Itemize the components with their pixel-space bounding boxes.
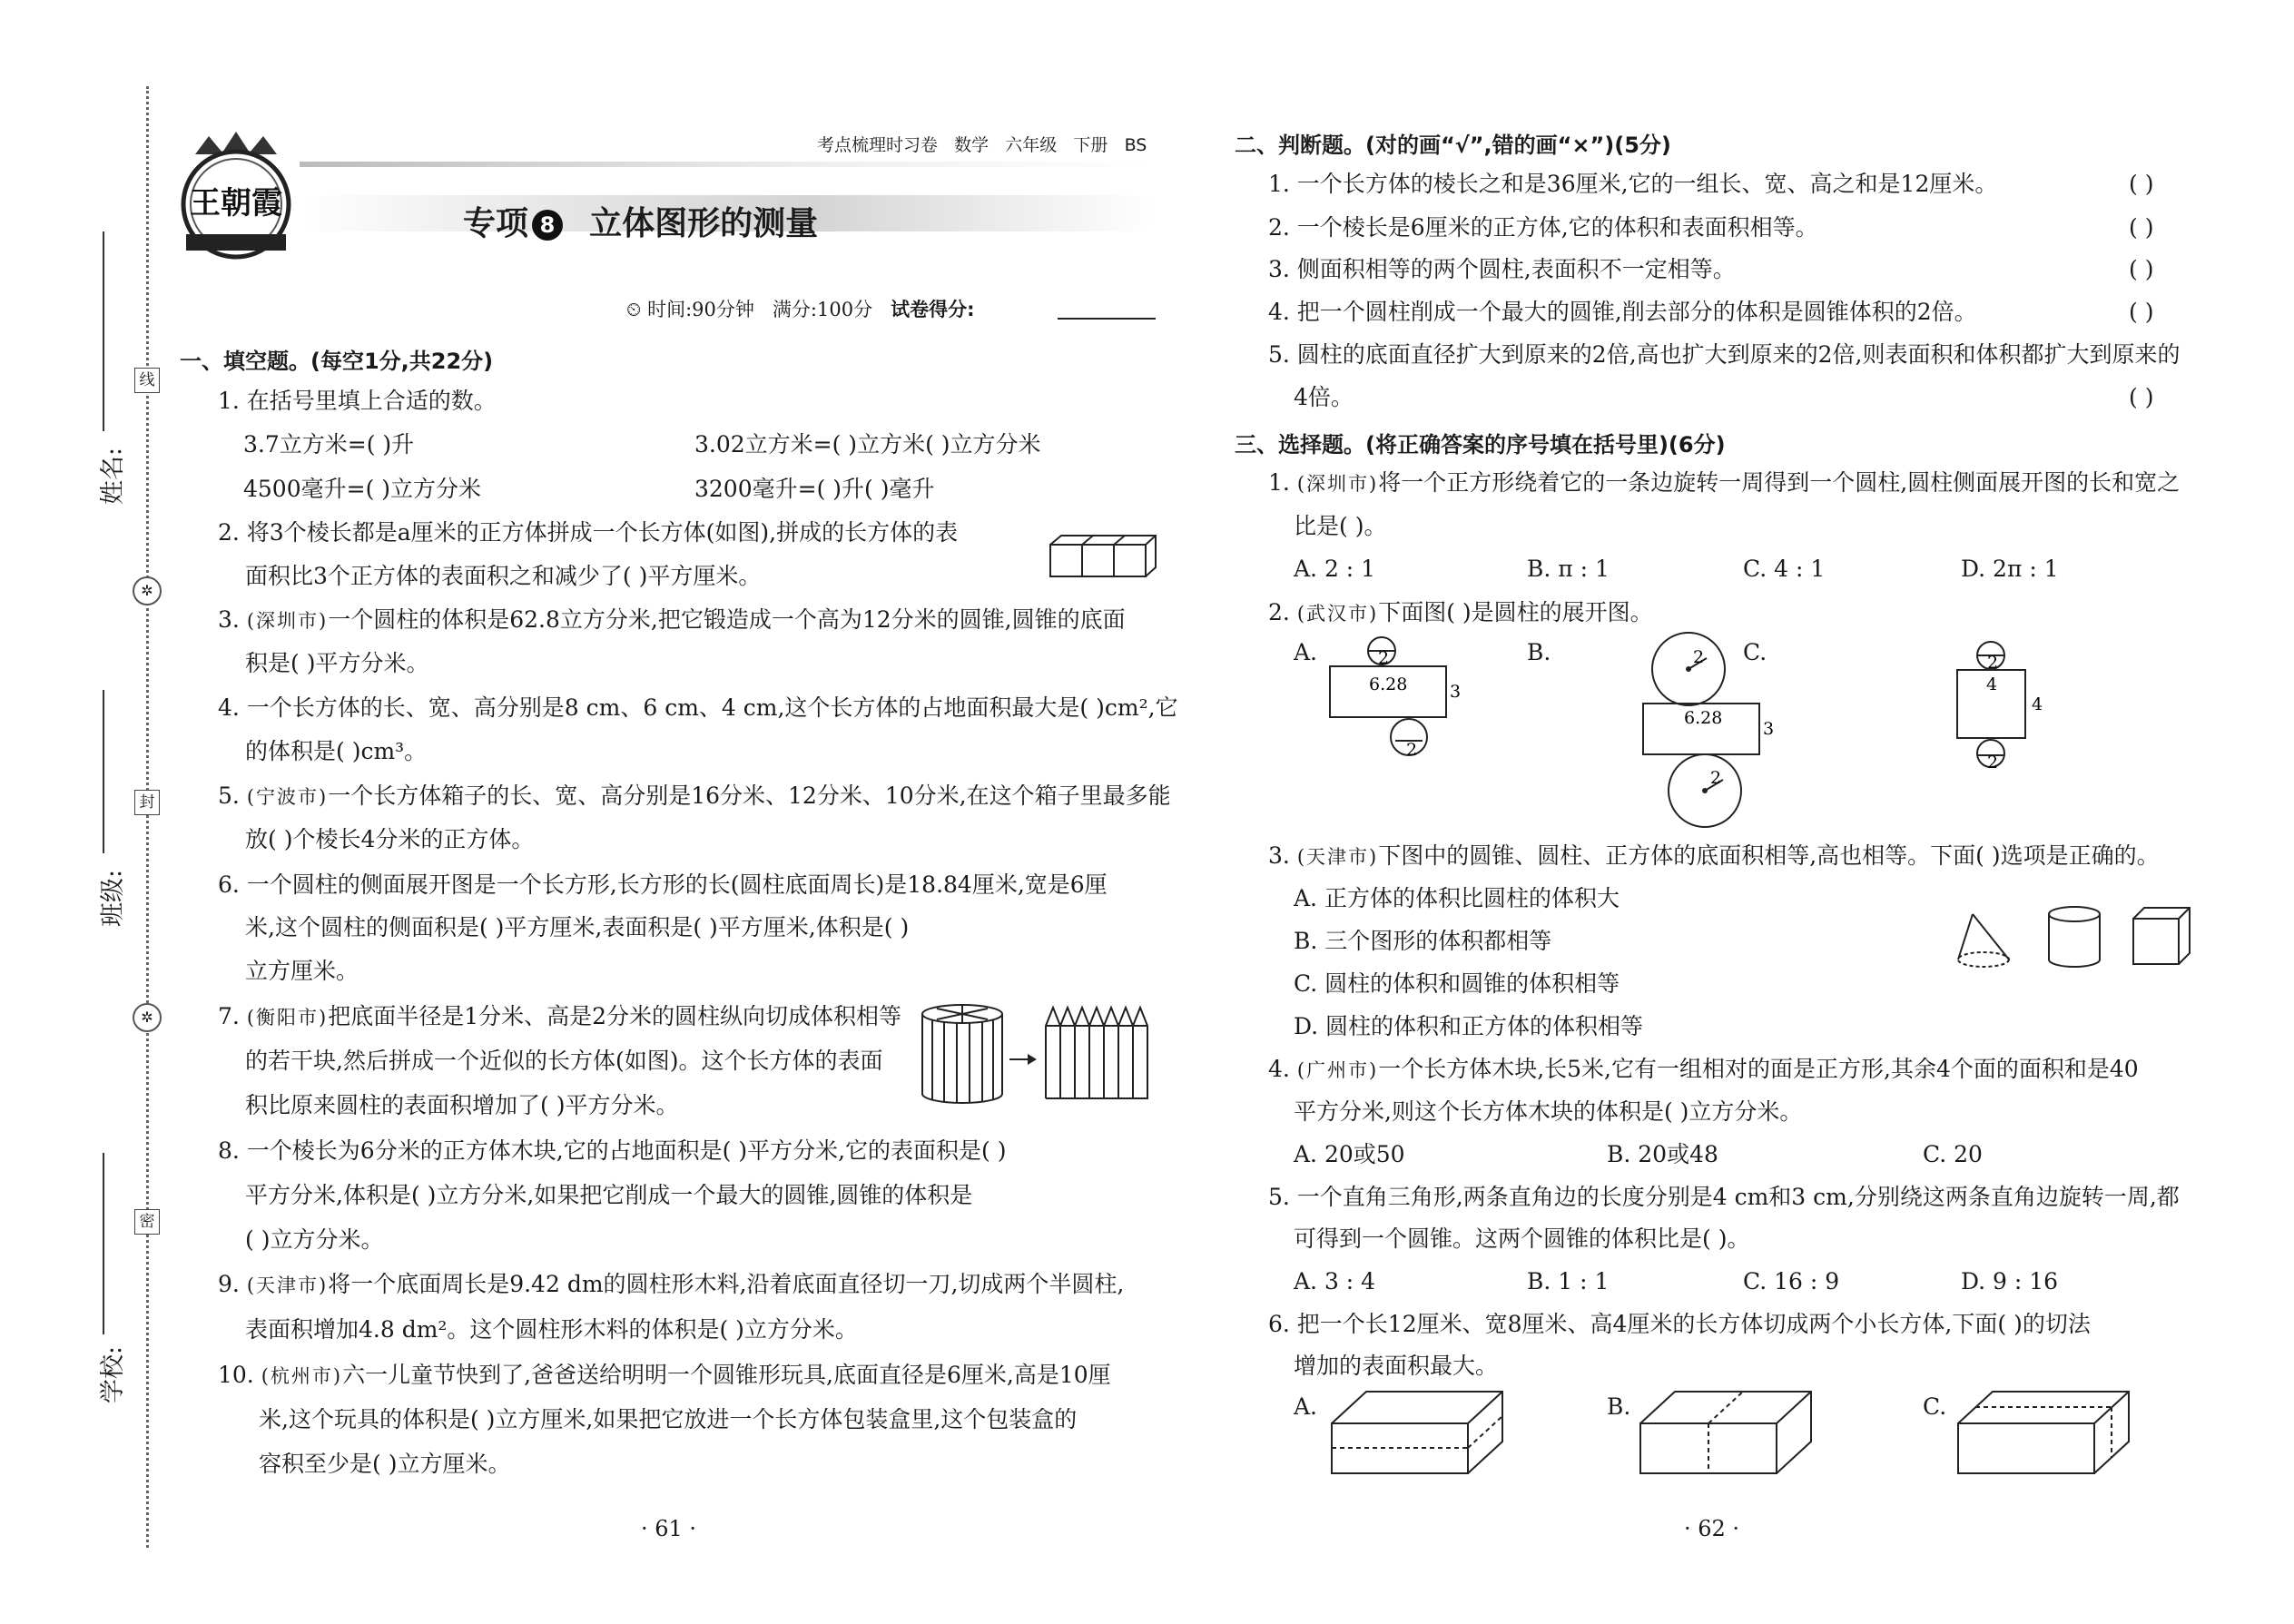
cut-figure-a (1330, 1387, 1511, 1481)
mc4-option-a: A. 20或50 (1294, 1141, 1405, 1167)
q5-line2: 放( )个棱长4分米的正方体。 (245, 826, 535, 852)
fig-c-top-radius: 2 (1986, 653, 1999, 673)
series-info: 考点梳理时习卷 数学 六年级 下册 BS (817, 135, 1147, 155)
tf2: 2. 一个棱长是6厘米的正方体,它的体积和表面积相等。 (1268, 214, 1818, 241)
mc5-line1: 5. 一个直角三角形,两条直角边的长度分别是4 cm和3 cm,分别绕这两条直角边旋转一周,都 (1268, 1184, 2180, 1210)
q5-line1: 5. (宁波市)一个长方体箱子的长、宽、高分别是16分米、12分米、10分米,在这个箱子里最多能 (218, 782, 1171, 809)
tf5-line1: 5. 圆柱的底面直径扩大到原来的2倍,高也扩大到原来的2倍,则表面积和体积都扩大到原来的 (1268, 341, 2181, 368)
fig-a-length: 6.28 (1369, 674, 1408, 694)
name-blank[interactable] (103, 231, 104, 431)
tf1-answer-blank[interactable]: ( ) (2129, 171, 2154, 197)
q9-line2: 表面积增加4.8 dm²。这个圆柱形木料的体积是( )立方分米。 (245, 1316, 858, 1343)
fig-b-bottom-radius: 2 (1710, 768, 1722, 788)
clock-icon: ⏲ (626, 299, 642, 320)
cone-cylinder-cube-figure (1956, 903, 2192, 975)
q2-line2: 面积比3个正方体的表面积之和减少了( )平方厘米。 (245, 563, 762, 589)
topic-number-badge: 8 (532, 210, 563, 241)
class-label: 班级: (99, 869, 128, 928)
binding-gear-icon: ✲ (133, 1003, 162, 1032)
three-cubes-figure (1049, 534, 1157, 583)
fig-a-height: 3 (1450, 682, 1462, 702)
section-fill-blank-title: 一、填空题。(每空1分,共22分) (180, 349, 494, 374)
mc5-option-a: A. 3 : 4 (1294, 1268, 1376, 1294)
mc2-line1: 2. (武汉市)下面图( )是圆柱的展开图。 (1268, 599, 1653, 625)
tf4: 4. 把一个圆柱削成一个最大的圆锥,削去部分的体积是圆锥体积的2倍。 (1268, 299, 1977, 325)
school-label: 学校: (99, 1345, 128, 1404)
tf5-line2: 4倍。 (1294, 384, 1354, 410)
mc2-label-a: A. (1294, 639, 1318, 665)
q7-line2: 的若干块,然后拼成一个近似的长方体(如图)。这个长方体的表面 (245, 1048, 883, 1074)
mc3-option-d: D. 圆柱的体积和正方体的体积相等 (1294, 1013, 1644, 1039)
mc3-option-b: B. 三个图形的体积都相等 (1294, 928, 1552, 954)
q4-line2: 的体积是( )cm³。 (245, 738, 428, 764)
q3-line1: 3. (深圳市)一个圆柱的体积是62.8立方分米,把它锻造成一个高为12分米的圆锥,圆锥的底面 (218, 606, 1126, 633)
mc1-option-c: C. 4 : 1 (1743, 556, 1826, 582)
brand-logo (168, 127, 304, 263)
net-figure-a (1325, 635, 1462, 771)
page-title: 专项 8 立体图形的测量 (463, 205, 819, 242)
exam-meta: ⏲ 时间:90分钟 满分:100分 试卷得分: (626, 299, 975, 320)
tf1: 1. 一个长方体的棱长之和是36厘米,它的一组长、宽、高之和是12厘米。 (1268, 171, 1998, 197)
tf3: 3. 侧面积相等的两个圆柱,表面积不一定相等。 (1268, 256, 1736, 282)
tf2-answer-blank[interactable]: ( ) (2129, 214, 2154, 241)
q1a: 3.7立方米=( )升 (243, 431, 415, 458)
mc5-option-b: B. 1 : 1 (1527, 1268, 1610, 1294)
fig-a-top-radius: 2 (1377, 648, 1390, 668)
tf3-answer-blank[interactable]: ( ) (2129, 256, 2154, 282)
fig-c-bottom-radius: 2 (1986, 753, 1999, 773)
mc2-label-b: B. (1527, 639, 1551, 665)
q1c: 4500毫升=( )立方分米 (243, 476, 482, 502)
q10-line2: 米,这个玩具的体积是( )立方厘米,如果把它放进一个长方体包装盒里,这个包装盒的 (259, 1406, 1078, 1432)
fig-b-length: 6.28 (1684, 708, 1723, 728)
mc1-option-b: B. π : 1 (1527, 556, 1610, 582)
mc1-line1: 1. (深圳市)将一个正方形绕着它的一条边旋转一周得到一个圆柱,圆柱侧面展开图的长和宽之 (1268, 469, 2181, 496)
mc2-label-c: C. (1743, 639, 1767, 665)
q6-line2: 米,这个圆柱的侧面积是( )平方厘米,表面积是( )平方厘米,体积是( ) (245, 914, 910, 940)
class-blank[interactable] (103, 690, 104, 853)
section-choice-title: 三、选择题。(将正确答案的序号填在括号里)(6分) (1235, 432, 1726, 458)
school-blank[interactable] (103, 1153, 104, 1334)
mc4-line1: 4. (广州市)一个长方体木块,长5米,它有一组相对的面是正方形,其余4个面的面积和是40 (1268, 1056, 2139, 1082)
mc6-label-c: C. (1923, 1393, 1947, 1420)
q2-line1: 2. 将3个棱长都是a厘米的正方体拼成一个长方体(如图),拼成的长方体的表 (218, 519, 959, 546)
fig-c-height: 4 (2032, 694, 2043, 714)
net-figure-c (1952, 635, 2061, 784)
binding-dotted-line (146, 86, 149, 1548)
q4-line1: 4. 一个长方体的长、宽、高分别是8 cm、6 cm、4 cm,这个长方体的占地面积最大是( )cm²,它 (218, 694, 1178, 721)
mc6-label-a: A. (1294, 1393, 1318, 1420)
mc1-option-a: A. 2 : 1 (1294, 556, 1376, 582)
mc4-option-b: B. 20或48 (1607, 1141, 1718, 1167)
mc1-option-d: D. 2π : 1 (1961, 556, 2059, 582)
q8-line1: 8. 一个棱长为6分米的正方体木块,它的占地面积是( )平方分米,它的表面积是( ) (218, 1137, 1007, 1164)
q7-line3: 积比原来圆柱的表面积增加了( )平方分米。 (245, 1092, 679, 1118)
page-number-right: · 62 · (1684, 1516, 1740, 1541)
q8-line2: 平方分米,体积是( )立方分米,如果把它削成一个最大的圆锥,圆锥的体积是 (245, 1182, 973, 1208)
mc5-option-c: C. 16 : 9 (1743, 1268, 1840, 1294)
q1: 1. 在括号里填上合适的数。 (218, 388, 497, 414)
mc1-line2: 比是( )。 (1294, 513, 1387, 539)
logo-text: 王朝霞 (190, 185, 282, 221)
q3-line2: 积是( )平方分米。 (245, 650, 429, 676)
mc6-line1: 6. 把一个长12厘米、宽8厘米、高4厘米的长方体切成两个小长方体,下面( )的切法 (1268, 1311, 2091, 1337)
mc3-line1: 3. (天津市)下图中的圆锥、圆柱、正方体的底面积相等,高也相等。下面( )选项是正确的。 (1268, 842, 2160, 869)
q9-line1: 9. (天津市)将一个底面周长是9.42 dm的圆柱形木料,沿着底面直径切一刀,切成两个半圆柱, (218, 1271, 1125, 1297)
q6-line3: 立方厘米。 (245, 958, 359, 984)
q8-line3: ( )立方分米。 (245, 1226, 384, 1253)
q10-line3: 容积至少是( )立方厘米。 (259, 1451, 511, 1477)
name-label: 姓名: (99, 447, 128, 506)
mc6-line2: 增加的表面积最大。 (1294, 1353, 1499, 1379)
binding-char-seal: 封 (134, 790, 160, 815)
mc5-option-d: D. 9 : 16 (1961, 1268, 2059, 1294)
fig-b-height: 3 (1763, 719, 1775, 739)
mc6-label-b: B. (1607, 1393, 1631, 1420)
mc5-line2: 可得到一个圆锥。这两个圆锥的体积比是( )。 (1294, 1225, 1750, 1252)
q6-line1: 6. 一个圆柱的侧面展开图是一个长方形,长方形的长(圆柱底面周长)是18.84厘米,宽是6厘 (218, 871, 1108, 898)
tf5-answer-blank[interactable]: ( ) (2129, 384, 2154, 410)
cut-figure-b (1639, 1387, 1820, 1481)
mc3-option-a: A. 正方体的体积比圆柱的体积大 (1294, 885, 1620, 911)
page-number-left: · 61 · (641, 1516, 697, 1541)
q1b: 3.02立方米=( )立方米( )立方分米 (694, 431, 1041, 458)
fig-a-bottom-radius: 2 (1405, 740, 1418, 760)
q10-line1: 10. (杭州市)六一儿童节快到了,爸爸送给明明一个圆锥形玩具,底面直径是6厘米,高是10厘 (218, 1362, 1111, 1388)
mc3-option-c: C. 圆柱的体积和圆锥的体积相等 (1294, 970, 1620, 997)
binding-char-secret: 密 (134, 1209, 160, 1235)
cylinder-to-cuboid-figure (919, 1003, 1155, 1111)
section-true-false-title: 二、判断题。(对的画“√”,错的画“×”)(5分) (1235, 133, 1671, 158)
cut-figure-c (1956, 1387, 2138, 1481)
score-blank[interactable] (1058, 318, 1156, 320)
binding-gear-icon: ✲ (133, 576, 162, 605)
fig-b-top-radius: 2 (1693, 647, 1705, 667)
mc4-line2: 平方分米,则这个长方体木块的体积是( )立方分米。 (1294, 1098, 1803, 1125)
tf4-answer-blank[interactable]: ( ) (2129, 299, 2154, 325)
title-bar-decoration (300, 162, 1153, 167)
binding-char-line: 线 (134, 368, 160, 393)
fig-c-length: 4 (1986, 674, 1998, 694)
q1d: 3200毫升=( )升( )毫升 (694, 476, 935, 502)
mc4-option-c: C. 20 (1923, 1141, 1983, 1167)
q7-line1: 7. (衡阳市)把底面半径是1分米、高是2分米的圆柱纵向切成体积相等 (218, 1003, 902, 1029)
